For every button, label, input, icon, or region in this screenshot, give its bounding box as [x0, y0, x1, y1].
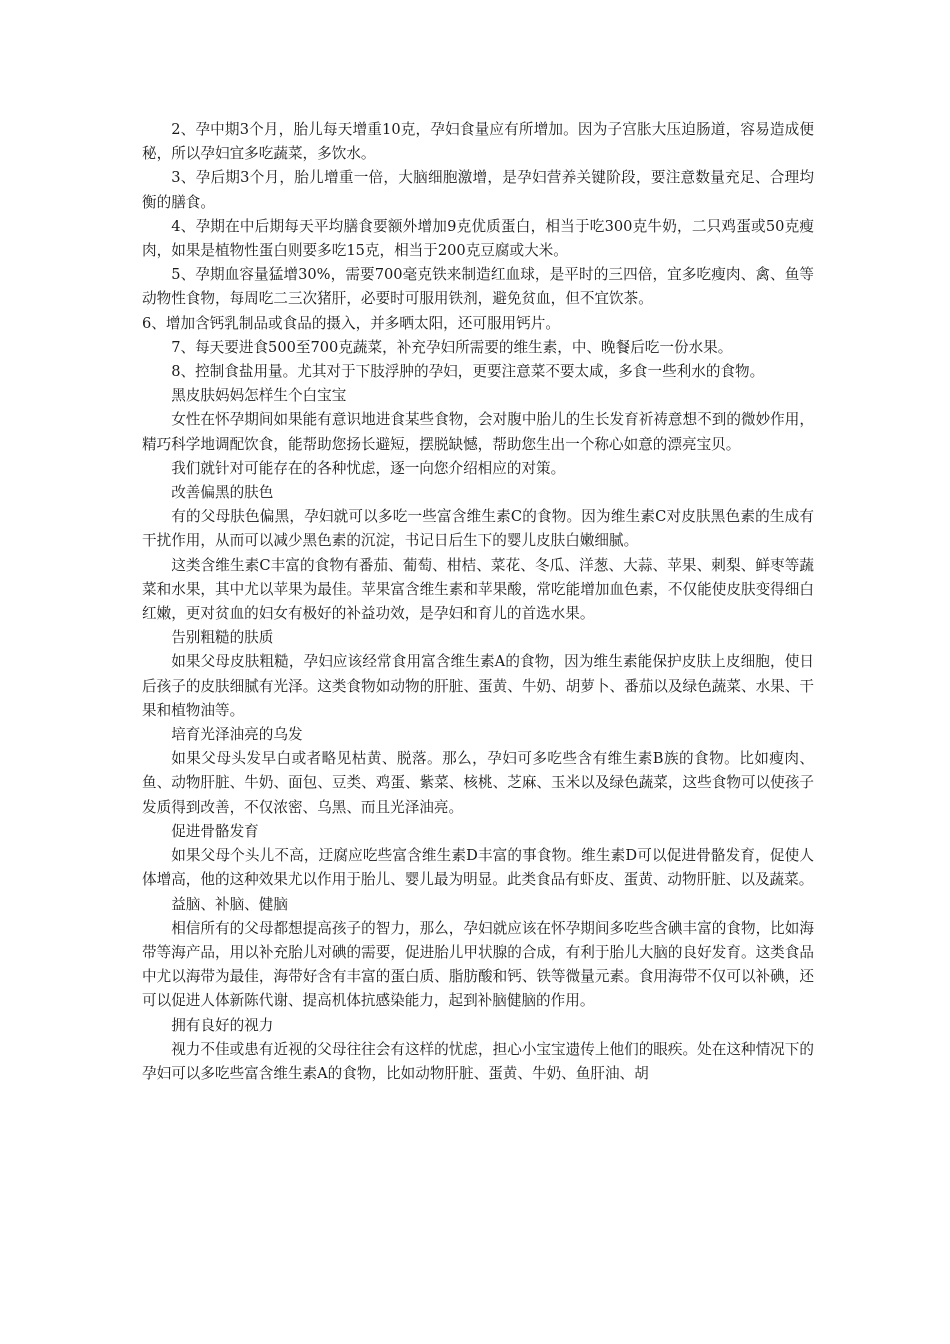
- paragraph-hair: 如果父母头发早白或者略见枯黄、脱落。那么，孕妇可多吃些含有维生素B族的食物。比如瘦肉、鱼、动物肝脏、牛奶、面包、豆类、鸡蛋、紫菜、核桃、芝麻、玉米以及绿色蔬菜，这些食物可以使孩子发质得到改善，不仅浓密、乌黑、而且光泽油亮。: [142, 750, 814, 816]
- section-heading-vision: 拥有良好的视力: [171, 1016, 274, 1034]
- paragraph-item-5: 5、孕期血容量猛增30%，需要700毫克铁来制造红血球，是平时的三四倍，宜多吃瘦肉、禽、鱼等动物性食物，每周吃二三次猪肝，必要时可服用铁剂，避免贫血，但不宜饮茶。: [142, 266, 814, 308]
- paragraph-item-4: 4、孕期在中后期每天平均膳食要额外增加9克优质蛋白，相当于吃300克牛奶，二只鸡蛋或50克瘦肉，如果是植物性蛋白则要多吃15克，相当于200克豆腐或大米。: [142, 217, 814, 260]
- paragraph-vision: 视力不佳或患有近视的父母往往会有这样的忧虑，担心小宝宝遗传上他们的眼疾。处在这种情况下的孕妇可以多吃些富含维生素A的食物，比如动物肝脏、蛋黄、牛奶、鱼肝油、胡: [142, 1040, 814, 1082]
- section-heading-brain: 益脑、补脑、健脑: [171, 895, 288, 913]
- paragraph-skin-texture: 如果父母皮肤粗糙，孕妇应该经常食用富含维生素A的食物，因为维生素能保护皮肤上皮细胞，使日后孩子的皮肤细腻有光泽。这类食物如动物的肝脏、蛋黄、牛奶、胡萝卜、番茄以及绿色蔬菜、水果、干果和植物油等。: [142, 653, 814, 719]
- section-heading-skin-texture: 告别粗糙的肤质: [171, 629, 274, 647]
- section-heading-bones: 促进骨骼发育: [171, 822, 259, 840]
- paragraph-brain: 相信所有的父母都想提高孩子的智力，那么，孕妇就应该在怀孕期间多吃些含碘丰富的食物，比如海带等海产品，用以补充胎儿对碘的需要，促进胎儿甲状腺的合成，有利于胎儿大脑的良好发育。这类食品中尤以海带为最佳，海带好含有丰富的蛋白质、脂肪酸和钙、铁等微量元素。食用海带不仅可以补碘，还可以促进人体新陈代谢、提高机体抗感染能力，起到补脑健脑的作用。: [142, 919, 814, 1010]
- paragraph-item-6: 6、增加含钙乳制品或食品的摄入，并多晒太阳，还可服用钙片。: [142, 314, 560, 332]
- paragraph-bones: 如果父母个头儿不高，迂腐应吃些富含维生素D丰富的事食物。维生素D可以促进骨骼发育，促使人体增高，他的这种效果尤以作用于胎儿、婴儿最为明显。此类食品有虾皮、蛋黄、动物肝脏、以及蔬菜。: [142, 847, 814, 889]
- paragraph-item-7: 7、每天要进食500至700克蔬菜，补充孕妇所需要的维生素，中、晚餐后吃一份水果。: [171, 338, 733, 356]
- paragraph-item-3: 3、孕后期3个月，胎儿增重一倍，大脑细胞激增，是孕妇营养关键阶段，要注意数量充足、合理均衡的膳食。: [142, 169, 814, 211]
- document-page: [142, 118, 814, 1086]
- paragraph-intro: 女性在怀孕期间如果能有意识地进食某些食物，会对腹中胎儿的生长发育祈祷意想不到的微妙作用，精巧科学地调配饮食，能帮助您扬长避短，摆脱缺憾，帮助您生出一个称心如意的漂亮宝贝。: [142, 411, 814, 453]
- section-heading-main: 黑皮肤妈妈怎样生个白宝宝: [171, 387, 347, 405]
- paragraph-intro-2: 我们就针对可能存在的各种忧虑，逐一向您介绍相应的对策。: [171, 459, 566, 477]
- paragraph-skin-color-2: 这类含维生素C丰富的食物有番茄、葡萄、柑桔、菜花、冬瓜、洋葱、大蒜、苹果、刺梨、鲜枣等蔬菜和水果，其中尤以苹果为最佳。苹果富含维生素和苹果酸，常吃能增加血色素，不仅能使皮肤变得细白红嫩，更对贫血的妇女有极好的补益功效，是孕妇和育儿的首选水果。: [142, 556, 814, 623]
- paragraph-item-8: 8、控制食盐用量。尤其对于下肢浮肿的孕妇，更要注意菜不要太咸，多食一些利水的食物。: [171, 363, 765, 381]
- section-heading-skin-color: 改善偏黑的肤色: [171, 484, 274, 502]
- paragraph-item-2: 2、孕中期3个月，胎儿每天增重10克，孕妇食量应有所增加。因为子宫胀大压迫肠道，容易造成便秘，所以孕妇宜多吃蔬菜，多饮水。: [142, 121, 814, 163]
- section-heading-hair: 培育光泽油亮的乌发: [171, 726, 303, 744]
- paragraph-skin-color-1: 有的父母肤色偏黑，孕妇就可以多吃一些富含维生素C的食物。因为维生素C对皮肤黑色素的生成有干扰作用，从而可以减少黑色素的沉淀，书记日后生下的婴儿皮肤白嫩细腻。: [142, 508, 814, 550]
